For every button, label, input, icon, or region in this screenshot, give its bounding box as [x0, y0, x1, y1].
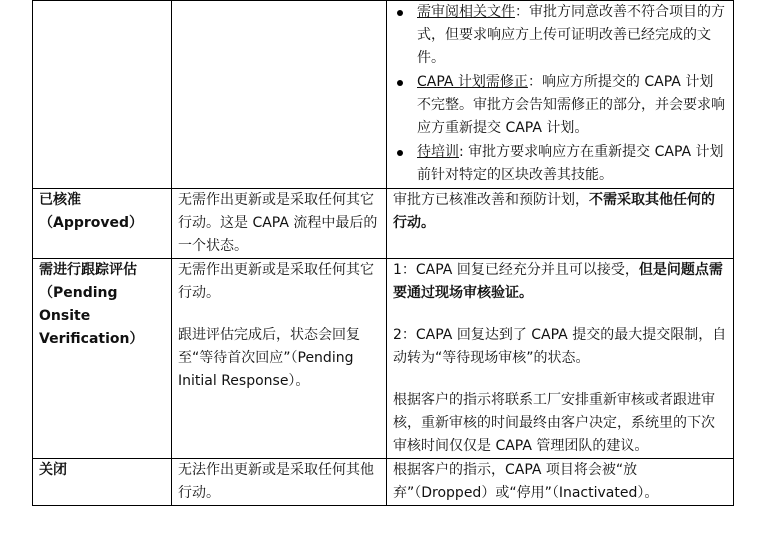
bullet-term: CAPA 计划需修正 [417, 74, 528, 90]
status-name: 关闭 [39, 462, 67, 478]
description-paragraph: 2：CAPA 回复达到了 CAPA 提交的最大提交限制，自动转为“等待现场审核”的状态。 [393, 327, 727, 366]
table-row [33, 189, 734, 259]
bullet-text: 响应方所提交的 CAPA 计划不完整。审批方会告知需修正的部分，并会要求响应方重新提交 CAPA 计划。 [417, 74, 725, 136]
description-paragraph [393, 259, 727, 305]
status-cell [33, 189, 172, 259]
list-item [393, 1, 727, 70]
status-cell [33, 259, 172, 459]
action-cell [172, 189, 387, 259]
bullet-icon [397, 10, 403, 16]
description-text: 根据客户的指示，CAPA 项目将会被“放弃”（Dropped）或“停用”（Inactivated）。 [393, 462, 659, 501]
action-text: 无法作出更新或是采取任何其他行动。 [178, 462, 374, 501]
description-paragraph: 根据客户的指示将联系工厂安排重新审核或者跟进审核，重新审核的时间最终由客户决定，系统里的下次审核时间仅仅是 CAPA 管理团队的建议。 [393, 392, 715, 454]
status-cell [33, 1, 172, 189]
bullet-text: 审批方同意改善不符合项目的方式，但要求响应方上传可证明改善已经完成的文件。 [417, 4, 725, 66]
table-row [33, 259, 734, 459]
list-item [393, 71, 727, 140]
table-row [33, 1, 734, 189]
bullet-term: 待培训 [417, 144, 459, 160]
description-cell [387, 1, 734, 189]
action-text: 跟进评估完成后，状态会回复至“等待首次回应”（Pending Initial Response）。 [178, 327, 360, 389]
action-cell [172, 259, 387, 459]
bullet-separator: ： [515, 4, 529, 20]
bullet-icon [397, 150, 403, 156]
action-cell [172, 459, 387, 506]
description-emphasis: 但是问题点需要通过现场审核验证。 [393, 262, 723, 301]
table-row [33, 459, 734, 506]
list-item [393, 141, 727, 187]
bullet-term: 需审阅相关文件 [417, 4, 515, 20]
bullet-list [393, 1, 727, 187]
action-text: 无需作出更新或是采取任何其它行动。这是 CAPA 流程中最后的一个状态。 [178, 192, 378, 254]
description-cell [387, 459, 734, 506]
status-name: 需进行跟踪评估（Pending Onsite Verification） [39, 262, 144, 347]
action-text: 无需作出更新或是采取任何其它行动。 [178, 262, 374, 301]
description-cell [387, 259, 734, 459]
bullet-text: 审批方要求响应方在重新提交 CAPA 计划前针对特定的区块改善其技能。 [417, 144, 724, 183]
status-cell [33, 459, 172, 506]
bullet-separator: : [459, 144, 469, 160]
capa-status-table [32, 0, 734, 506]
bullet-separator: ： [527, 74, 542, 90]
bullet-icon [397, 80, 403, 86]
description-cell [387, 189, 734, 259]
status-name: 已核准（Approved） [39, 192, 144, 231]
description-text: 审批方已核准改善和预防计划， [393, 192, 589, 208]
description-emphasis: 不需采取其他任何的行动。 [393, 192, 715, 231]
description-text: 1：CAPA 回复已经充分并且可以接受， [393, 262, 639, 278]
action-cell [172, 1, 387, 189]
